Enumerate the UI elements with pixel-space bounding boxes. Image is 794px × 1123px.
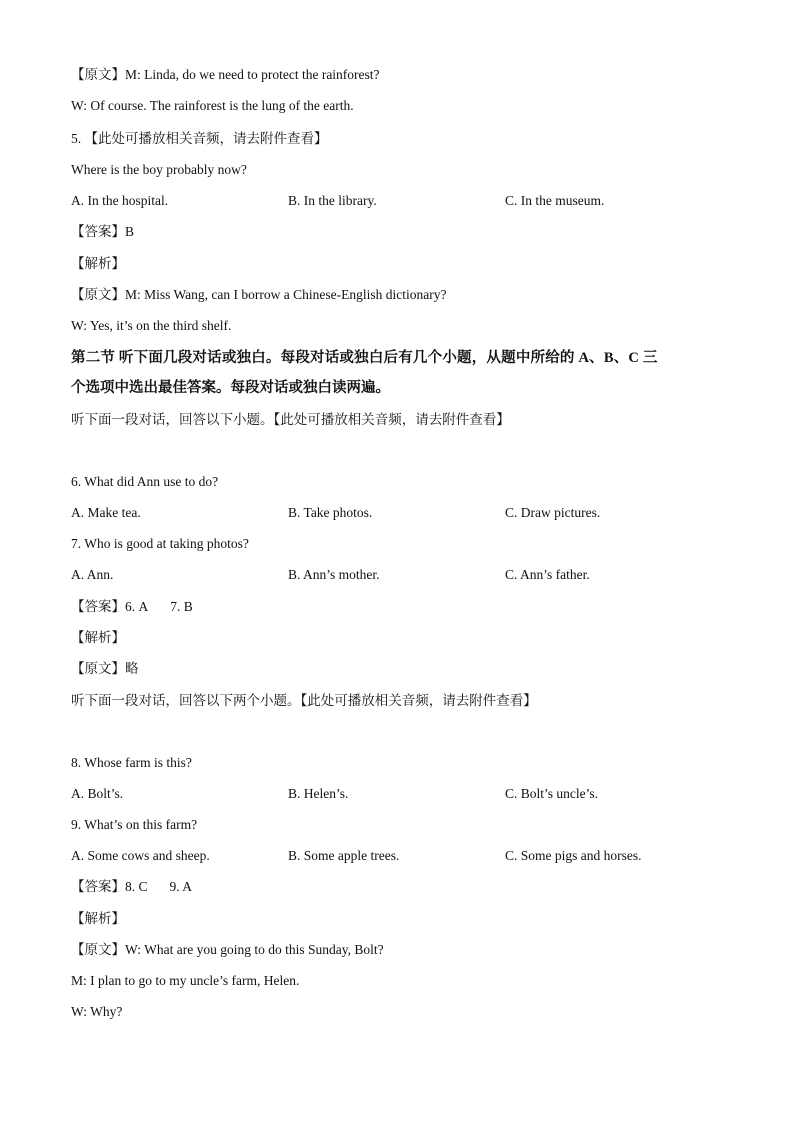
answer-line [71,598,193,616]
answer-9: 9. A [169,879,193,894]
transcript-line: W: Of course. The rainforest is the lung of the earth. [71,98,354,113]
question-6-options [71,504,751,522]
section-2-heading-cont: 个选项中选出最佳答案。每段对话或独白读两遍。 [71,380,390,396]
option-c: C. Ann’s father. [505,567,590,582]
question-5-text: Where is the boy probably now? [71,162,247,177]
answer-7: 7. B [170,599,193,614]
transcript-line: W: Why? [71,1004,123,1019]
option-b: B. Some apple trees. [288,848,400,863]
answer-8: 【答案】8. C [71,879,148,894]
analysis-label: 【解析】 [71,630,125,645]
option-b: B. Helen’s. [288,786,349,801]
transcript-line: W: Yes, it’s on the third shelf. [71,318,232,333]
option-c: C. In the museum. [505,193,605,208]
option-c: C. Draw pictures. [505,505,601,520]
transcript-line: 【原文】略 [71,661,139,676]
question-9-text: 9. What’s on this farm? [71,817,198,832]
question-7-text: 7. Who is good at taking photos? [71,536,249,551]
question-6-text: 6. What did Ann use to do? [71,474,219,489]
option-a: A. In the hospital. [71,193,169,208]
dialogue-instruction: 听下面一段对话，回答以下两个小题。【此处可播放相关音频，请去附件查看】 [71,693,537,708]
transcript-line: 【原文】M: Miss Wang, can I borrow a Chinese-English dictionary? [71,287,447,302]
question-8-options [71,785,751,803]
answer-line [71,878,192,896]
transcript-line: 【原文】W: What are you going to do this Sunday, Bolt? [71,942,384,957]
section-2-heading: 第二节 听下面几段对话或独白。每段对话或独白后有几个小题，从题中所给的 A、B、C 三 [71,350,658,366]
option-b: B. In the library. [288,193,377,208]
option-c: C. Some pigs and horses. [505,848,642,863]
option-a: A. Some cows and sheep. [71,848,210,863]
option-a: A. Make tea. [71,505,141,520]
answer-line: 【答案】B [71,224,135,239]
analysis-label: 【解析】 [71,256,125,271]
option-a: A. Ann. [71,567,114,582]
option-a: A. Bolt’s. [71,786,124,801]
dialogue-instruction: 听下面一段对话，回答以下小题。【此处可播放相关音频，请去附件查看】 [71,412,510,427]
question-5-audio: 5. 【此处可播放相关音频，请去附件查看】 [71,131,328,146]
question-5-options [71,192,751,210]
transcript-line: 【原文】M: Linda, do we need to protect the rainforest? [71,67,380,82]
analysis-label: 【解析】 [71,911,125,926]
option-b: B. Ann’s mother. [288,567,380,582]
question-8-text: 8. Whose farm is this? [71,755,192,770]
option-c: C. Bolt’s uncle’s. [505,786,599,801]
transcript-line: M: I plan to go to my uncle’s farm, Helen. [71,973,300,988]
answer-6: 【答案】6. A [71,599,149,614]
question-7-options [71,566,751,584]
question-9-options [71,847,751,865]
option-b: B. Take photos. [288,505,373,520]
